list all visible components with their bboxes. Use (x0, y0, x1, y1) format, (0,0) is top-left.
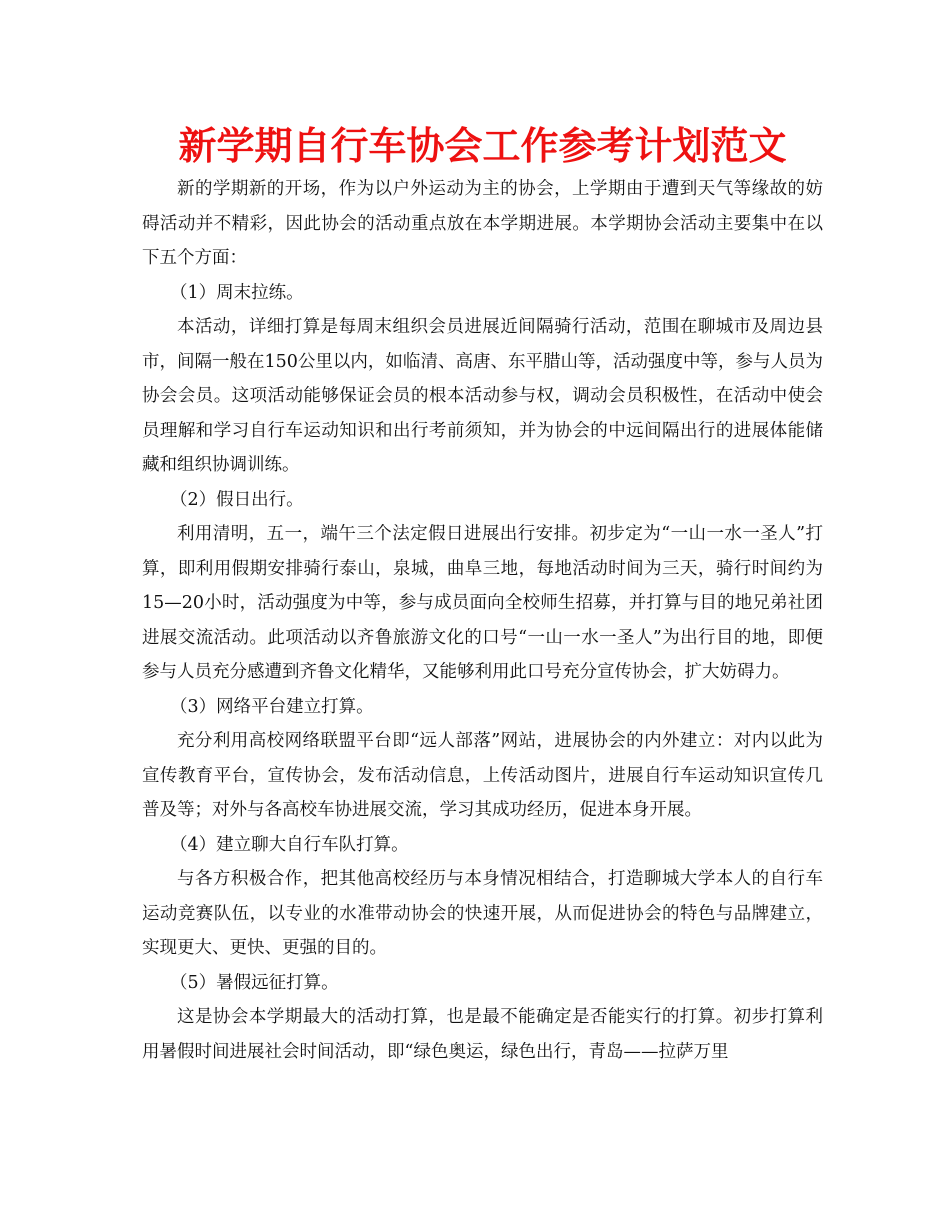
paragraph-section-2: 利用清明，五一，端午三个法定假日进展出行安排。初步定为“一山一水一圣人”打算，即利用假期安排骑行泰山，泉城，曲阜三地，每地活动时间为三天，骑行时间约为15—20小时，活动强度为中等，参与成员面向全校师生招募，并打算与目的地兄弟社团进展交流活动。此项活动以齐鲁旅游文化的口号“一山一水一圣人”为出行目的地，即便参与人员充分感遭到齐鲁文化精华，又能够利用此口号充分宣传协会，扩大妨碍力。 (142, 524, 823, 682)
paragraph-section-5: 这是协会本学期最大的活动打算，也是最不能确定是否能实行的打算。初步打算利用暑假时间进展社会时间活动，即“绿色奥运，绿色出行，青岛——拉萨万里 (142, 1007, 823, 1062)
section-heading-1: （1）周末拉练。 (170, 282, 304, 303)
paragraph-section-3: 充分利用高校网络联盟平台即“远人部落”网站，进展协会的内外建立：对内以此为宣传教育平台，宣传协会，发布活动信息，上传活动图片，进展自行车运动知识宣传几普及等；对外与各高校车协进展交流，学习其成功经历，促进本身开展。 (142, 731, 823, 820)
section-heading-5: （5）暑假远征打算。 (170, 972, 339, 993)
section-heading-4: （4）建立聊大自行车队打算。 (170, 834, 409, 855)
document-page (142, 120, 823, 1069)
document-title: 新学期自行车协会工作参考计划范文 (178, 124, 787, 168)
paragraph-section-1: 本活动，详细打算是每周末组织会员进展近间隔骑行活动，范围在聊城市及周边县市，间隔一般在150公里以内，如临清、高唐、东平腊山等，活动强度中等，参与人员为协会会员。这项活动能够保证会员的根本活动参与权，调动会员积极性，在活动中使会员理解和学习自行车运动知识和出行考前须知，并为协会的中远间隔出行的进展体能储藏和组织协调训练。 (142, 317, 823, 475)
paragraph-intro: 新的学期新的开场，作为以户外运动为主的协会，上学期由于遭到天气等缘故的妨碍活动并不精彩，因此协会的活动重点放在本学期进展。本学期协会活动主要集中在以下五个方面： (142, 179, 823, 268)
paragraph-section-4: 与各方积极合作，把其他高校经历与本身情况相结合，打造聊城大学本人的自行车运动竞赛队伍，以专业的水准带动协会的快速开展，从而促进协会的特色与品牌建立，实现更大、更快、更强的目的。 (142, 869, 823, 958)
section-heading-3: （3）网络平台建立打算。 (170, 696, 374, 717)
section-heading-2: （2）假日出行。 (170, 489, 304, 510)
